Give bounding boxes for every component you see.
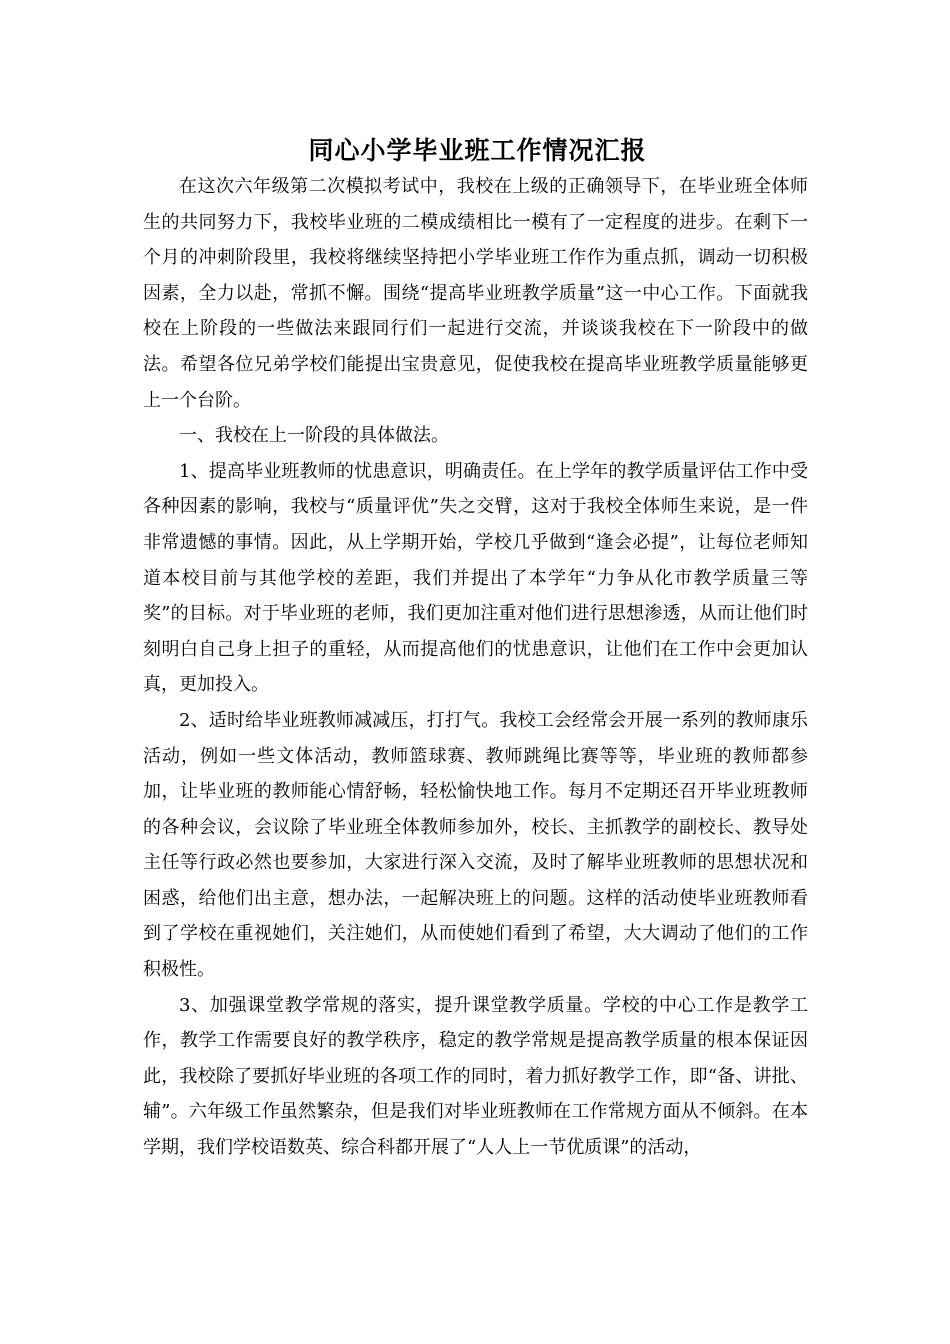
document-title: 同心小学毕业班工作情况汇报 xyxy=(308,136,647,165)
paragraph-item-3: 3、加强课堂教学常规的落实，提升课堂教学质量。学校的中心工作是教学工作，教学工作需要良好的教学秩序，稳定的教学常规是提高教学质量的根本保证因此，我校除了要抓好毕业班的各项工作的同时，着力抓好教学工作，即“备、讲批、辅”。六年级工作虽然繁杂，但是我们对毕业班教师在工作常规方面从不倾斜。在本学期，我们学校语数英、综合科都开展了“人人上一节优质课”的活动， xyxy=(143,994,808,1159)
document-body xyxy=(143,169,808,1166)
paragraph-item-2: 2、适时给毕业班教师减减压，打打气。我校工会经常会开展一系列的教师康乐活动，例如一些文体活动，教师篮球赛、教师跳绳比赛等等，毕业班的教师都参加，让毕业班的教师能心情舒畅，轻松愉快地工作。每月不定期还召开毕业班教师的各种会议，会议除了毕业班全体教师参加外，校长、主抓教学的副校长、教导处主任等行政必然也要参加，大家进行深入交流，及时了解毕业班教师的思想状况和困惑，给他们出主意，想办法，一起解决班上的问题。这样的活动使毕业班教师看到了学校在重视她们，关注她们，从而使她们看到了希望，大大调动了他们的工作积极性。 xyxy=(143,709,808,981)
paragraph-intro: 在这次六年级第二次模拟考试中，我校在上级的正确领导下，在毕业班全体师生的共同努力下，我校毕业班的二模成绩相比一模有了一定程度的进步。在剩下一个月的冲刺阶段里，我校将继续坚持把小学毕业班工作作为重点抓，调动一切积极因素，全力以赴，常抓不懈。围绕“提高毕业班教学质量”这一中心工作。下面就我校在上阶段的一些做法来跟同行们一起进行交流，并谈谈我校在下一阶段中的做法。希望各位兄弟学校们能提出宝贵意见，促使我校在提高毕业班教学质量能够更上一个台阶。 xyxy=(143,176,808,411)
paragraph-item-1: 1、提高毕业班教师的忧患意识，明确责任。在上学年的教学质量评估工作中受各种因素的影响，我校与“质量评优”失之交臂，这对于我校全体师生来说，是一件非常遗憾的事情。因此，从上学期开始，学校几乎做到“逢会必提”，让每位老师知道本校目前与其他学校的差距，我们并提出了本学年“力争从化市教学质量三等奖”的目标。对于毕业班的老师，我们更加注重对他们进行思想渗透，从而让他们时刻明白自己身上担子的重轻，从而提高他们的忧患意识，让他们在工作中会更加认真，更加投入。 xyxy=(143,460,808,696)
section-heading: 一、我校在上一阶段的具体做法。 xyxy=(179,425,449,447)
